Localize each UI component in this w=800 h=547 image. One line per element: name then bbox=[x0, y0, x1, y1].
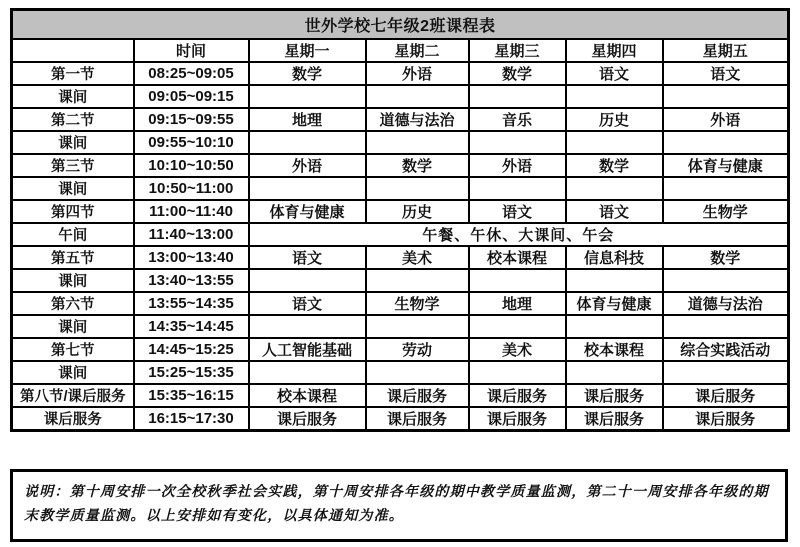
table-row bbox=[12, 384, 789, 407]
period-label-cell: 第八节/课后服务 bbox=[12, 384, 134, 407]
timetable-body bbox=[12, 62, 789, 431]
column-header-corner bbox=[12, 39, 134, 62]
time-cell: 08:25~09:05 bbox=[134, 62, 249, 85]
empty-cell bbox=[366, 361, 469, 384]
empty-cell bbox=[469, 269, 566, 292]
time-cell: 15:25~15:35 bbox=[134, 361, 249, 384]
table-row bbox=[12, 269, 789, 292]
empty-cell bbox=[366, 131, 469, 154]
empty-cell bbox=[663, 131, 789, 154]
empty-cell bbox=[566, 85, 663, 108]
table-row bbox=[12, 177, 789, 200]
empty-cell bbox=[566, 177, 663, 200]
period-label-cell: 第七节 bbox=[12, 338, 134, 361]
period-label-cell: 课间 bbox=[12, 269, 134, 292]
empty-cell bbox=[249, 177, 366, 200]
empty-cell bbox=[249, 361, 366, 384]
period-label-cell: 课后服务 bbox=[12, 407, 134, 431]
subject-cell: 外语 bbox=[366, 62, 469, 85]
empty-cell bbox=[566, 361, 663, 384]
subject-cell: 体育与健康 bbox=[249, 200, 366, 223]
subject-cell: 地理 bbox=[469, 292, 566, 315]
subject-cell: 课后服务 bbox=[566, 407, 663, 431]
table-row bbox=[12, 338, 789, 361]
column-header-friday: 星期五 bbox=[663, 39, 789, 62]
subject-cell: 外语 bbox=[249, 154, 366, 177]
subject-cell: 语文 bbox=[469, 200, 566, 223]
empty-cell bbox=[469, 131, 566, 154]
subject-cell: 历史 bbox=[366, 200, 469, 223]
empty-cell bbox=[249, 131, 366, 154]
note-text: 说明：第十周安排一次全校秋季社会实践，第十周安排各年级的期中教学质量监测，第二十一周安排各年级的期末教学质量监测。以上安排如有变化，以具体通知为准。 bbox=[24, 485, 769, 524]
subject-cell: 课后服务 bbox=[663, 407, 789, 431]
subject-cell: 语文 bbox=[566, 62, 663, 85]
table-row bbox=[12, 62, 789, 85]
subject-cell: 语文 bbox=[249, 292, 366, 315]
subject-cell: 生物学 bbox=[663, 200, 789, 223]
table-row bbox=[12, 154, 789, 177]
subject-cell: 课后服务 bbox=[663, 384, 789, 407]
subject-cell: 课后服务 bbox=[566, 384, 663, 407]
time-cell: 10:50~11:00 bbox=[134, 177, 249, 200]
empty-cell bbox=[366, 177, 469, 200]
table-row bbox=[12, 407, 789, 431]
empty-cell bbox=[366, 315, 469, 338]
subject-cell: 语文 bbox=[663, 62, 789, 85]
subject-cell: 音乐 bbox=[469, 108, 566, 131]
subject-cell: 课后服务 bbox=[366, 384, 469, 407]
time-cell: 13:40~13:55 bbox=[134, 269, 249, 292]
empty-cell bbox=[663, 315, 789, 338]
timetable bbox=[10, 8, 790, 432]
time-cell: 09:55~10:10 bbox=[134, 131, 249, 154]
empty-cell bbox=[366, 85, 469, 108]
subject-cell: 课后服务 bbox=[249, 407, 366, 431]
column-header-wednesday: 星期三 bbox=[469, 39, 566, 62]
period-label-cell: 第六节 bbox=[12, 292, 134, 315]
time-cell: 11:40~13:00 bbox=[134, 223, 249, 246]
period-label-cell: 课间 bbox=[12, 315, 134, 338]
table-row bbox=[12, 361, 789, 384]
note-box bbox=[10, 469, 788, 542]
table-row bbox=[12, 131, 789, 154]
subject-cell: 综合实践活动 bbox=[663, 338, 789, 361]
subject-cell: 课后服务 bbox=[469, 384, 566, 407]
time-cell: 13:55~14:35 bbox=[134, 292, 249, 315]
subject-cell: 课后服务 bbox=[469, 407, 566, 431]
empty-cell bbox=[469, 315, 566, 338]
empty-cell bbox=[663, 85, 789, 108]
lunch-merged-cell: 午餐、午休、大课间、午会 bbox=[249, 223, 789, 246]
subject-cell: 校本课程 bbox=[566, 338, 663, 361]
period-label-cell: 第二节 bbox=[12, 108, 134, 131]
subject-cell: 信息科技 bbox=[566, 246, 663, 269]
empty-cell bbox=[663, 269, 789, 292]
empty-cell bbox=[566, 269, 663, 292]
time-cell: 14:35~14:45 bbox=[134, 315, 249, 338]
table-row bbox=[12, 292, 789, 315]
column-header-time: 时间 bbox=[134, 39, 249, 62]
subject-cell: 人工智能基础 bbox=[249, 338, 366, 361]
subject-cell: 外语 bbox=[663, 108, 789, 131]
period-label-cell: 课间 bbox=[12, 85, 134, 108]
period-label-cell: 课间 bbox=[12, 131, 134, 154]
table-row bbox=[12, 246, 789, 269]
period-label-cell: 课间 bbox=[12, 177, 134, 200]
subject-cell: 校本课程 bbox=[249, 384, 366, 407]
subject-cell: 道德与法治 bbox=[366, 108, 469, 131]
page-title: 世外学校七年级2班课程表 bbox=[12, 10, 789, 40]
time-cell: 09:05~09:15 bbox=[134, 85, 249, 108]
subject-cell: 数学 bbox=[249, 62, 366, 85]
subject-cell: 生物学 bbox=[366, 292, 469, 315]
subject-cell: 语文 bbox=[566, 200, 663, 223]
period-label-cell: 午间 bbox=[12, 223, 134, 246]
subject-cell: 体育与健康 bbox=[663, 154, 789, 177]
subject-cell: 历史 bbox=[566, 108, 663, 131]
subject-cell: 地理 bbox=[249, 108, 366, 131]
period-label-cell: 课间 bbox=[12, 361, 134, 384]
time-cell: 10:10~10:50 bbox=[134, 154, 249, 177]
empty-cell bbox=[469, 85, 566, 108]
column-header-thursday: 星期四 bbox=[566, 39, 663, 62]
table-row bbox=[12, 108, 789, 131]
time-cell: 14:45~15:25 bbox=[134, 338, 249, 361]
subject-cell: 语文 bbox=[249, 246, 366, 269]
subject-cell: 数学 bbox=[469, 62, 566, 85]
column-header-monday: 星期一 bbox=[249, 39, 366, 62]
empty-cell bbox=[249, 269, 366, 292]
table-row bbox=[12, 315, 789, 338]
period-label-cell: 第一节 bbox=[12, 62, 134, 85]
subject-cell: 数学 bbox=[566, 154, 663, 177]
subject-cell: 课后服务 bbox=[366, 407, 469, 431]
subject-cell: 美术 bbox=[366, 246, 469, 269]
subject-cell: 道德与法治 bbox=[663, 292, 789, 315]
empty-cell bbox=[663, 361, 789, 384]
table-row bbox=[12, 223, 789, 246]
empty-cell bbox=[469, 361, 566, 384]
time-cell: 15:35~16:15 bbox=[134, 384, 249, 407]
time-cell: 16:15~17:30 bbox=[134, 407, 249, 431]
empty-cell bbox=[663, 177, 789, 200]
period-label-cell: 第五节 bbox=[12, 246, 134, 269]
empty-cell bbox=[249, 315, 366, 338]
empty-cell bbox=[366, 269, 469, 292]
subject-cell: 数学 bbox=[366, 154, 469, 177]
time-cell: 13:00~13:40 bbox=[134, 246, 249, 269]
subject-cell: 外语 bbox=[469, 154, 566, 177]
time-cell: 09:15~09:55 bbox=[134, 108, 249, 131]
empty-cell bbox=[566, 315, 663, 338]
subject-cell: 校本课程 bbox=[469, 246, 566, 269]
subject-cell: 劳动 bbox=[366, 338, 469, 361]
time-cell: 11:00~11:40 bbox=[134, 200, 249, 223]
period-label-cell: 第三节 bbox=[12, 154, 134, 177]
subject-cell: 数学 bbox=[663, 246, 789, 269]
title-row bbox=[12, 10, 789, 40]
header-row bbox=[12, 39, 789, 62]
column-header-tuesday: 星期二 bbox=[366, 39, 469, 62]
table-row bbox=[12, 85, 789, 108]
empty-cell bbox=[566, 131, 663, 154]
period-label-cell: 第四节 bbox=[12, 200, 134, 223]
table-row bbox=[12, 200, 789, 223]
subject-cell: 体育与健康 bbox=[566, 292, 663, 315]
empty-cell bbox=[469, 177, 566, 200]
subject-cell: 美术 bbox=[469, 338, 566, 361]
empty-cell bbox=[249, 85, 366, 108]
